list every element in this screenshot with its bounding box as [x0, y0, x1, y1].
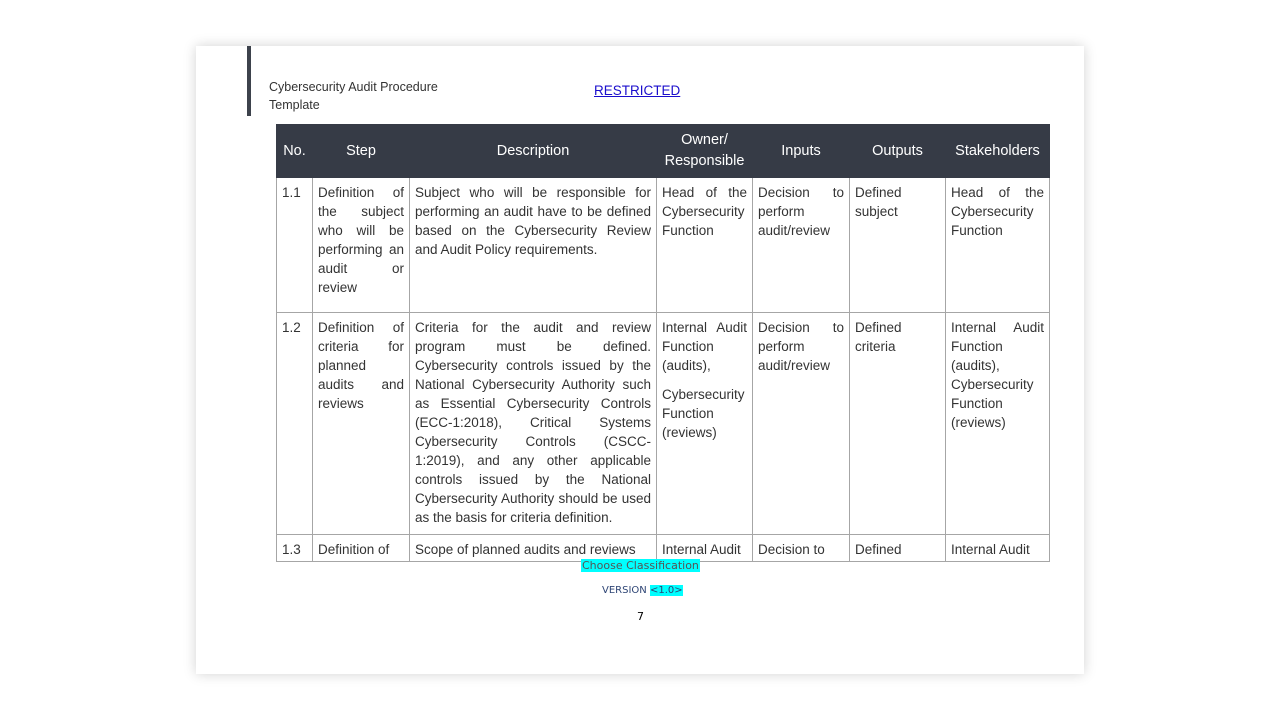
cell-description: Scope of planned audits and reviews [410, 535, 657, 562]
cell-step: Definition of [313, 535, 410, 562]
cell-description: Criteria for the audit and review program must be defined. Cybersecurity controls issued by the National Cybersecurity Authority such as Essential Cybersecurity Controls (ECC-1:2018), Critical Systems Cybersecurity Controls (CSCC-1:2019), and any other applicable controls issued by the National Cybersecurity Authority should be used as the basis for criteria definition. [410, 313, 657, 535]
cell-inputs: Decision to perform audit/review [753, 313, 850, 535]
cell-owner [657, 178, 753, 313]
version-value[interactable]: <1.0> [649, 585, 683, 596]
cell-owner [657, 535, 753, 562]
column-header-description: Description [410, 125, 657, 178]
cell-stakeholders: Internal Audit [946, 535, 1050, 562]
cell-stakeholders: Internal Audit Function (audits), Cybersecurity Function (reviews) [946, 313, 1050, 535]
cell-no: 1.1 [277, 178, 313, 313]
cell-description: Subject who will be responsible for performing an audit have to be defined based on the Cybersecurity Review and Audit Policy requirements. [410, 178, 657, 313]
page-number: 7 [637, 610, 644, 623]
footer-classification[interactable]: Choose Classification [582, 559, 699, 572]
column-header-no: No. [277, 125, 313, 178]
column-header-owner: Owner/ Responsible [657, 125, 753, 178]
header-accent-bar [247, 46, 251, 116]
footer-version [602, 585, 683, 596]
column-header-inputs: Inputs [753, 125, 850, 178]
cell-outputs: Defined criteria [850, 313, 946, 535]
owner-line: Head of the Cybersecurity Function [662, 185, 747, 238]
table-row [277, 535, 1050, 562]
cell-step: Definition of criteria for planned audits and reviews [313, 313, 410, 535]
owner-line: Cybersecurity Function (reviews) [662, 387, 745, 440]
cell-stakeholders: Head of the Cybersecurity Function [946, 178, 1050, 313]
column-header-stakeholders: Stakeholders [946, 125, 1050, 178]
table-header-row [277, 125, 1050, 178]
procedure-steps-table [276, 124, 1050, 562]
owner-line: Internal Audit [662, 542, 741, 557]
cell-no: 1.2 [277, 313, 313, 535]
cell-outputs: Defined subject [850, 178, 946, 313]
cell-inputs: Decision to [753, 535, 850, 562]
cell-owner [657, 313, 753, 535]
version-label: VERSION [602, 585, 647, 596]
table-row [277, 313, 1050, 535]
document-page [196, 46, 1084, 674]
table-row [277, 178, 1050, 313]
document-title: Cybersecurity Audit Procedure Template [269, 80, 438, 112]
cell-inputs: Decision to perform audit/review [753, 178, 850, 313]
owner-line: Internal Audit Function (audits), [662, 320, 747, 373]
cell-outputs: Defined [850, 535, 946, 562]
column-header-outputs: Outputs [850, 125, 946, 178]
column-header-step: Step [313, 125, 410, 178]
classification-link[interactable]: RESTRICTED [594, 83, 681, 98]
cell-no: 1.3 [277, 535, 313, 562]
cell-step: Definition of the subject who will be performing an audit or review [313, 178, 410, 313]
